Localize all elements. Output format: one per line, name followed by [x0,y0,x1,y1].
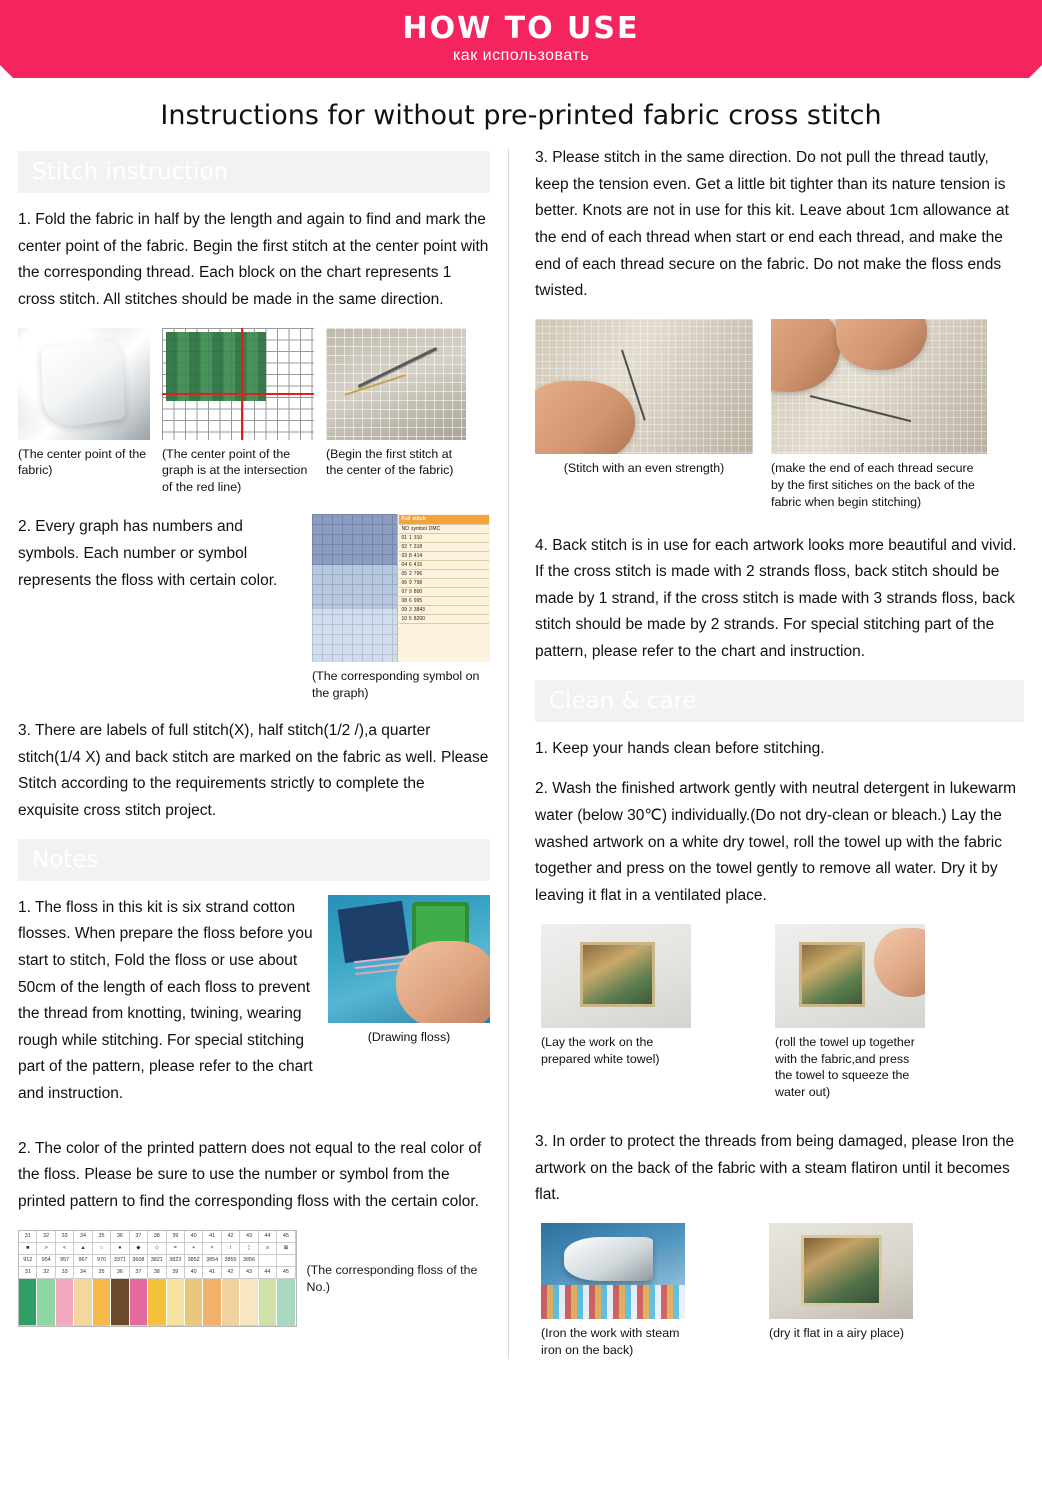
thread-swatch [259,1279,277,1326]
paragraph-clean-1: 1. Keep your hands clean before stitching. [535,739,825,757]
section-header-stitch-instruction: Stitch instruction [18,151,490,193]
caption-begin-first-stitch: (Begin the first stitch at the center of the fabric) [326,446,454,478]
banner-notch-right-icon [1028,65,1042,78]
legend-no: 04 [401,561,408,568]
legend-dmc: 310 [413,534,423,541]
swatch-symbol: > [37,1243,55,1255]
swatch-number: 37 [130,1231,148,1243]
thread-swatch [19,1279,37,1326]
photo-aida-needle [326,328,466,440]
swatch-symbol: ○ [93,1243,111,1255]
swatch-symbol: ⊠ [277,1243,295,1255]
swatch-number: 39 [167,1267,185,1279]
legend-no: 03 [401,552,408,559]
swatch-symbol: < [56,1243,74,1255]
legend-symbol: 2 [409,570,412,577]
legend-col-no: NO [401,525,409,532]
legend-symbol: 8 [409,552,412,559]
thread-swatch [74,1279,92,1326]
legend-col-dmc: DMC [428,525,441,532]
thread-swatch [203,1279,221,1326]
figure-center-point-graph [162,328,314,497]
swatch-code: 3854 [203,1255,221,1267]
swatch-symbol: × [203,1243,221,1255]
figure-begin-first-stitch [326,328,466,497]
swatch-code: 3856 [240,1255,258,1267]
right-column [509,145,1024,1359]
figure-even-strength [535,319,753,511]
legend-dmc: 798 [413,579,423,586]
photo-symbol-legend [312,514,490,662]
figure-lay-on-towel [541,924,691,1101]
section-header-clean-care: Clean & care [535,680,1024,722]
needle-icon [358,347,437,388]
swatch-number: 36 [111,1267,129,1279]
swatch-code: 954 [37,1255,55,1267]
thread-swatch [37,1279,55,1326]
thread-swatch [240,1279,258,1326]
paragraph-clean-2: 2. Wash the finished artwork gently with neutral detergent in lukewarm water (below 30℃) individually.(Do not dry-clean or bleach.) Lay the washed artwork on a white dry towel, roll the towel up with the fabric together and press on the towel gently to remove all water. Dry it by leaving it flat in a ventilated place. [535,780,1017,905]
swatch-number: 40 [185,1267,203,1279]
swatch-number: 32 [37,1231,55,1243]
legend-dmc: 796 [413,570,423,577]
swatch-symbol: ≡ [259,1243,277,1255]
swatch-number: 32 [37,1267,55,1279]
caption-lay-on-towel: (Lay the work on the prepared white towel) [541,1034,660,1066]
legend-row [399,543,489,552]
steam-iron-icon [564,1237,653,1281]
chart-green-area [166,332,266,401]
legend-row [399,615,489,624]
thread-swatch [185,1279,203,1326]
document-body [0,145,1042,1359]
paragraph-notes-1: 1. The floss in this kit is six strand cotton flosses. When prepare the floss before you start to stitch, Fold the floss or use about 50cm of the length of each floss to prevent the thread from knotting, twining, wearing rough while stitching. For special stitching part of the pattern, please refer to the chart and instruction. [18,898,313,1103]
needle-icon [810,395,911,422]
figure-floss-color-chart [18,1230,490,1327]
legend-row [399,597,489,606]
legend-row [399,552,489,561]
swatch-code: 3823 [167,1255,185,1267]
photo-folded-fabric [18,328,150,440]
legend-dmc: 3843 [413,606,425,613]
left-column [18,145,508,1359]
legend-dmc: 8200 [413,615,425,622]
swatch-code: 967 [74,1255,92,1267]
legend-no: 07 [401,588,408,595]
legend-dmc: 415 [413,561,423,568]
hand-shape [771,319,840,392]
swatch-code [259,1255,277,1267]
legend-symbol: 9 [409,579,412,586]
photo-stitch-even-strength [535,319,753,454]
legend-dmc: 800 [413,588,423,595]
hand-shape [396,941,490,1023]
hand-shape [535,381,635,454]
swatch-code: 3852 [185,1255,203,1267]
legend-row [399,588,489,597]
caption-roll-towel: (roll the towel up together with the fabric,and press the towel to squeeze the water out) [775,1034,915,1100]
swatch-number: 45 [277,1267,295,1279]
swatch-symbol: ▲ [74,1243,92,1255]
legend-no: 01 [401,534,408,541]
thread-swatch [167,1279,185,1326]
symbol-legend-table [397,514,490,662]
swatch-number: 38 [148,1267,166,1279]
swatch-number: 33 [56,1267,74,1279]
floss-color-chart [18,1230,297,1327]
swatch-row-codes [19,1255,296,1267]
hand-shape [874,928,925,997]
paragraph-right-4: 4. Back stitch is in use for each artwork looks more beautiful and vivid. If the cross stitch is made with 2 strands floss, back stitch should be made by 1 strand, if the cross stitch is made with 3 strands floss, back stitch should be made by 2 strands. For special stitching part of the pattern, please refer to the chart and instruction. [535,536,1017,661]
legend-col-symbol: symbol [410,525,427,532]
caption-center-point-fabric: (The center point of the fabric) [18,446,147,478]
legend-row [399,606,489,615]
paragraph-stitch-1: 1. Fold the fabric in half by the length and again to find and mark the center point of the fabric. Begin the first stitch at the center point with the corresponding thread. Each block on the chart represents 1 cross stitch. All stitches should be made in the same direction. [18,211,489,308]
symbol-band-1 [312,514,397,564]
swatch-row-symbols [19,1243,296,1255]
caption-iron-work: (Iron the work with steam iron on the back) [541,1326,680,1357]
thread-swatch [130,1279,148,1326]
notes-1-block [18,895,490,1122]
legend-symbol: 6 [409,561,412,568]
photo-dry-flat [769,1223,913,1319]
legend-row [399,570,489,579]
swatch-code: 957 [56,1255,74,1267]
figure-center-point-fabric [18,328,150,497]
photo-lay-on-towel [541,924,691,1028]
swatch-number: 33 [56,1231,74,1243]
paragraph-notes-2: 2. The color of the printed pattern does not equal to the real color of the floss. Please be sure to use the number or symbol from the printed pattern to find the corresponding floss with the certain color. [18,1139,482,1211]
fabric-strip [541,1285,685,1320]
swatch-number: 44 [259,1267,277,1279]
swatch-symbol: ◆ [130,1243,148,1255]
swatch-code: 3855 [222,1255,240,1267]
thread-swatch [277,1279,295,1326]
section-header-notes: Notes [18,839,490,881]
figure-secure-thread-end [771,319,987,511]
legend-header-stitch: stitch [412,516,426,523]
banner-subtitle: как использовать [452,46,590,64]
swatch-number: 41 [203,1267,221,1279]
figure-iron-work [541,1223,685,1359]
photo-iron-work [541,1223,685,1319]
swatch-symbol: ● [111,1243,129,1255]
swatch-symbol: ¦ [240,1243,258,1255]
swatch-number: 43 [240,1231,258,1243]
caption-corresponding-symbol: (The corresponding symbol on the graph) [312,669,480,701]
swatch-number: 42 [222,1231,240,1243]
legend-column-row [399,525,489,534]
swatch-symbol: + [185,1243,203,1255]
paragraph-2-block [18,514,490,702]
swatch-number: 31 [19,1267,37,1279]
swatch-symbol: / [222,1243,240,1255]
iron-images-row [535,1223,1024,1359]
tension-images-row [535,319,1024,511]
swatch-symbol: ◇ [148,1243,166,1255]
legend-dmc: 318 [413,543,423,550]
hand-shape [836,319,927,370]
legend-symbol: 6 [409,597,412,604]
banner-notch-left-icon [0,65,14,78]
swatch-row-numbers-bottom [19,1267,296,1279]
paragraph-right-3: 3. Please stitch in the same direction. Do not pull the thread tautly, keep the tension even. Get a little bit tighter than its nature tension is better. Knots are not in use for this kit. Leave about 1cm allowance at the end of each thread when start or end each thread, and make the end of each thread secure on the fabric. Do not make the floss ends twisted. [535,149,1009,300]
swatch-symbol: = [167,1243,185,1255]
photo-chart-grid [162,328,314,440]
swatch-code: 970 [93,1255,111,1267]
figure-corresponding-symbol [312,514,490,702]
legend-row [399,534,489,543]
swatch-number: 34 [74,1231,92,1243]
swatch-number: 36 [111,1231,129,1243]
swatch-number: 37 [130,1267,148,1279]
figure-roll-towel [775,924,925,1101]
chart-red-horizontal-line [162,393,314,395]
legend-row [399,579,489,588]
swatch-row-numbers-top [19,1231,296,1243]
symbol-grid [312,514,397,662]
wash-images-row [535,924,1024,1101]
swatch-number: 39 [167,1231,185,1243]
legend-symbol: 5 [409,615,412,622]
swatch-number: 40 [185,1231,203,1243]
legend-symbol: 1 [409,534,412,541]
legend-no: 08 [401,597,408,604]
legend-symbol: 3 [409,606,412,613]
legend-row [399,561,489,570]
caption-drawing-floss: (Drawing floss) [367,1029,451,1044]
legend-no: 06 [401,579,408,586]
stitch-images-row [18,328,490,497]
swatch-number: 42 [222,1267,240,1279]
swatch-code: 3608 [130,1255,148,1267]
legend-header-row [399,515,489,525]
embroidered-artwork [801,1235,882,1306]
thread-swatch [148,1279,166,1326]
swatch-number: 44 [259,1231,277,1243]
swatch-code [277,1255,295,1267]
banner-title: HOW TO USE [402,11,640,47]
symbol-band-3 [312,609,397,662]
embroidered-artwork [580,942,655,1006]
legend-no: 09 [401,606,408,613]
legend-symbol: 9 [409,588,412,595]
swatch-number: 35 [93,1267,111,1279]
figure-dry-flat [769,1223,913,1359]
swatch-number: 41 [203,1231,221,1243]
caption-center-point-graph: (The center point of the graph is at the intersection of the red line) [162,446,308,495]
photo-secure-thread-end [771,319,987,454]
thread-swatch [56,1279,74,1326]
floss-board [338,901,410,963]
chart-red-vertical-line [241,328,243,440]
swatch-number: 43 [240,1267,258,1279]
page-title: Instructions for without pre-printed fabric cross stitch [160,100,882,131]
caption-dry-flat: (dry it flat in a airy place) [769,1326,904,1341]
figure-drawing-floss [328,895,490,1046]
legend-no: 02 [401,543,408,550]
legend-no: 10 [401,615,408,622]
embroidered-artwork [799,942,865,1006]
swatch-row-thread-colors [19,1279,296,1326]
page-banner [0,0,1042,78]
photo-roll-towel [775,924,925,1028]
photo-drawing-floss [328,895,490,1023]
thread-swatch [93,1279,111,1326]
swatch-number: 38 [148,1231,166,1243]
caption-even-strength: (Stitch with an even strength) [563,460,725,475]
legend-dmc: 995 [413,597,423,604]
legend-no: 05 [401,570,408,577]
swatch-code: 3371 [111,1255,129,1267]
paragraph-clean-3: 3. In order to protect the threads from being damaged, please Iron the artwork on the back of the fabric with a steam flatiron until it becomes flat. [535,1133,1015,1204]
legend-header-full: Full [401,516,411,523]
legend-dmc: 414 [413,552,423,559]
symbol-band-2 [312,565,397,609]
thread-swatch [222,1279,240,1326]
swatch-number: 35 [93,1231,111,1243]
thread-swatch [111,1279,129,1326]
caption-corresponding-floss: (The corresponding floss of the No.) [306,1262,478,1294]
swatch-number: 45 [277,1231,295,1243]
caption-secure-thread-end: (make the end of each thread secure by the first sitiches on the back of the fabric when begin stitching) [771,460,975,509]
swatch-number: 31 [19,1231,37,1243]
legend-symbol: 7 [409,543,412,550]
swatch-code: 3821 [148,1255,166,1267]
swatch-number: 34 [74,1267,92,1279]
swatch-code: 912 [19,1255,37,1267]
swatch-symbol: ■ [19,1243,37,1255]
paragraph-stitch-2: 2. Every graph has numbers and symbols. Each number or symbol represents the floss with certain color. [18,518,278,589]
paragraph-stitch-3: 3. There are labels of full stitch(X), half stitch(1/2 /),a quarter stitch(1/4 X) and back stitch are marked on the fabric as well. Please Stitch according to the requirements strictly to complete the exquisite cross stitch project. [18,721,489,819]
